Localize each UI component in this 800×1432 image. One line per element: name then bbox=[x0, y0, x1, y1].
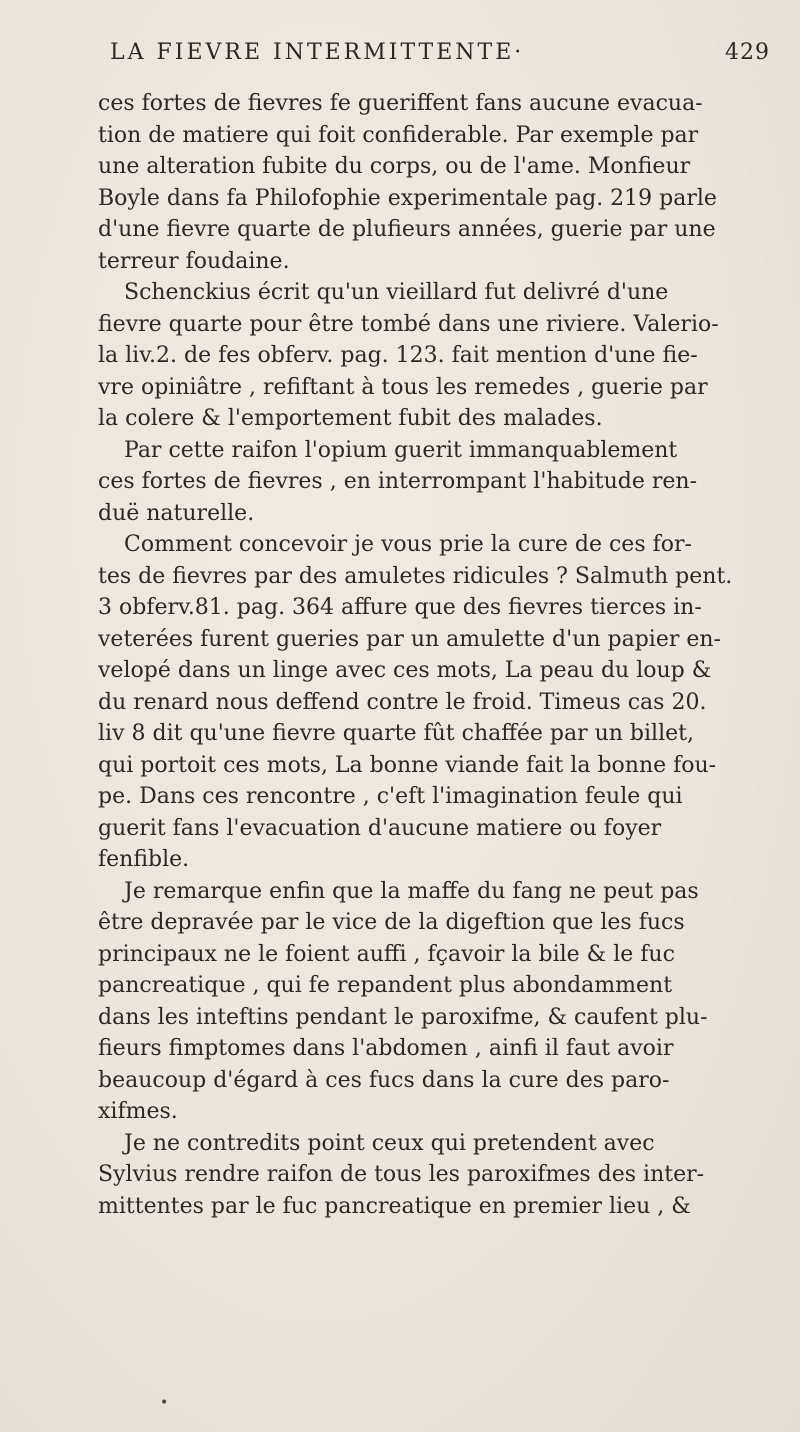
text-line: Schenckius écrit qu'un vieillard fut delivré d'une bbox=[124, 280, 669, 305]
text-line: Boyle dans fa Philofophie experimentale pag. 219 parle bbox=[98, 185, 717, 211]
text-line: tion de matiere qui foit confiderable. Par exemple par bbox=[98, 122, 699, 148]
text-line: ces fortes de fievres , en interrompant l'habitude ren- bbox=[98, 469, 698, 494]
text-line: Je ne contredits point ceux qui pretendent avec bbox=[124, 1130, 655, 1156]
paragraph bbox=[98, 876, 774, 1128]
paragraph bbox=[98, 1128, 774, 1223]
text-line: fieurs fimptomes dans l'abdomen , ainfi il faut avoir bbox=[98, 1036, 674, 1061]
text-line: Comment concevoir je vous prie la cure de ces for- bbox=[124, 532, 692, 557]
paragraph bbox=[98, 435, 774, 530]
text-line: pancreatique , qui fe repandent plus abondamment bbox=[98, 973, 673, 998]
page-number: 429 bbox=[725, 40, 770, 65]
text-line: ces fortes de fievres fe gueriffent fans aucune evacua- bbox=[98, 91, 703, 116]
text-line: veterées furent gueries par un amulette d'un papier en- bbox=[98, 626, 721, 652]
text-line: une alteration fubite du corps, ou de l'ame. Monfieur bbox=[98, 154, 691, 179]
text-line: la colere & l'emportement fubit des malades. bbox=[98, 406, 603, 431]
text-line: duë naturelle. bbox=[98, 500, 255, 526]
text-line: beaucoup d'égard à ces fucs dans la cure des paro- bbox=[98, 1067, 670, 1093]
text-line: fievre quarte pour être tombé dans une riviere. Valerio- bbox=[98, 311, 719, 337]
running-head bbox=[98, 40, 774, 88]
text-line: la liv.2. de fes obferv. pag. 123. fait mention d'une fie- bbox=[98, 343, 698, 368]
paragraph bbox=[98, 88, 774, 277]
page-end-mark: • bbox=[160, 1395, 169, 1411]
text-line: principaux ne le foient auffi , fçavoir la bile & le fuc bbox=[98, 941, 675, 967]
running-head-title: LA FIEVRE INTERMITTENTE· bbox=[110, 40, 525, 65]
text-line: fenfible. bbox=[98, 847, 190, 872]
text-line: Sylvius rendre raifon de tous les paroxifmes des inter- bbox=[98, 1162, 705, 1187]
text-line: pe. Dans ces rencontre , c'eft l'imagination feule qui bbox=[98, 784, 683, 809]
text-line: velopé dans un linge avec ces mots, La peau du loup & bbox=[98, 658, 712, 683]
text-line: tes de fievres par des amuletes ridicules ? Salmuth pent. bbox=[98, 563, 733, 589]
text-line: du renard nous deffend contre le froid. Timeus cas 20. bbox=[98, 689, 707, 715]
text-line: 3 obferv.81. pag. 364 affure que des fievres tierces in- bbox=[98, 595, 702, 620]
text-line: Par cette raifon l'opium guerit immanquablement bbox=[124, 437, 678, 463]
text-line: vre opiniâtre , refiftant à tous les remedes , guerie par bbox=[98, 374, 708, 400]
text-line: être depravée par le vice de la digeftion que les fucs bbox=[98, 910, 685, 935]
text-line: liv 8 dit qu'une fievre quarte fût chaffée par un billet, bbox=[98, 721, 694, 746]
text-line: dans les inteftins pendant le paroxifme, & caufent plu- bbox=[98, 1004, 708, 1030]
text-line: qui portoit ces mots, La bonne viande fait la bonne fou- bbox=[98, 752, 717, 778]
text-line: terreur foudaine. bbox=[98, 248, 290, 274]
text-line: mittentes par le fuc pancreatique en premier lieu , & bbox=[98, 1193, 691, 1219]
paragraph bbox=[98, 277, 774, 435]
paragraph bbox=[98, 529, 774, 876]
body-text bbox=[98, 88, 774, 1222]
text-line: Je remarque enfin que la maffe du fang ne peut pas bbox=[124, 878, 699, 904]
text-line: guerit fans l'evacuation d'aucune matiere ou foyer bbox=[98, 815, 662, 841]
text-line: xifmes. bbox=[98, 1099, 178, 1124]
text-line: d'une fievre quarte de plufieurs années, guerie par une bbox=[98, 217, 716, 242]
